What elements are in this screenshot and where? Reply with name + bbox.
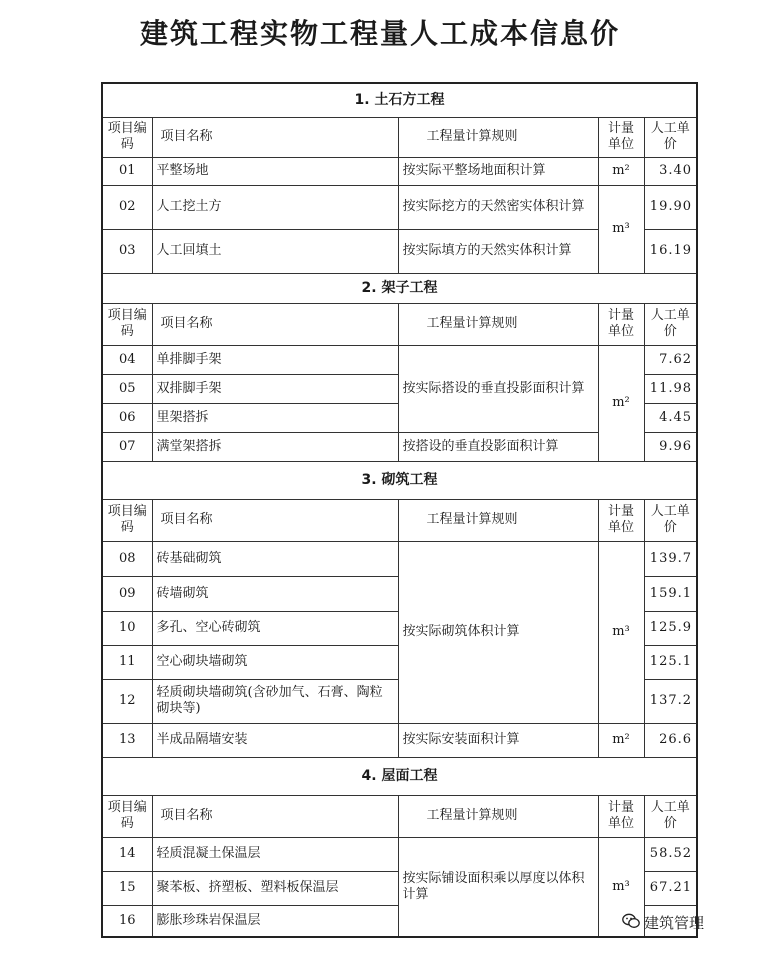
header-price: 人工单价 bbox=[644, 303, 697, 345]
item-rule: 按实际安装面积计算 bbox=[398, 723, 598, 757]
item-price: 4.45 bbox=[644, 403, 697, 432]
header-name: 项目名称 bbox=[152, 795, 398, 837]
item-name: 空心砌块墙砌筑 bbox=[152, 645, 398, 679]
item-code: 03 bbox=[102, 229, 152, 273]
section-header bbox=[102, 83, 697, 117]
item-rule: 按实际搭设的垂直投影面积计算 bbox=[398, 345, 598, 432]
watermark-text: 建筑管理 bbox=[644, 914, 705, 932]
item-code: 04 bbox=[102, 345, 152, 374]
header-rule: 工程量计算规则 bbox=[398, 795, 598, 837]
item-name: 轻质砌块墙砌筑(含砂加气、石膏、陶粒砌块等) bbox=[152, 679, 398, 723]
table-row bbox=[102, 541, 697, 576]
table-row bbox=[102, 157, 697, 185]
item-price: 67.21 bbox=[644, 871, 697, 905]
header-name: 项目名称 bbox=[152, 499, 398, 541]
item-name: 单排脚手架 bbox=[152, 345, 398, 374]
column-header-row bbox=[102, 499, 697, 541]
item-price: 3.40 bbox=[644, 157, 697, 185]
header-unit: 计量单位 bbox=[598, 795, 644, 837]
column-header-row bbox=[102, 795, 697, 837]
item-code: 08 bbox=[102, 541, 152, 576]
item-code: 09 bbox=[102, 576, 152, 611]
item-name: 半成品隔墙安装 bbox=[152, 723, 398, 757]
header-code: 项目编码 bbox=[102, 499, 152, 541]
item-code: 11 bbox=[102, 645, 152, 679]
header-rule: 工程量计算规则 bbox=[398, 303, 598, 345]
item-price: 7.62 bbox=[644, 345, 697, 374]
item-rule: 按实际平整场地面积计算 bbox=[398, 157, 598, 185]
item-code: 13 bbox=[102, 723, 152, 757]
header-price: 人工单价 bbox=[644, 499, 697, 541]
item-code: 16 bbox=[102, 905, 152, 937]
item-code: 05 bbox=[102, 374, 152, 403]
table-row bbox=[102, 345, 697, 374]
section-header bbox=[102, 273, 697, 303]
item-code: 10 bbox=[102, 611, 152, 645]
section-title: 2. 架子工程 bbox=[102, 273, 697, 303]
item-name: 平整场地 bbox=[152, 157, 398, 185]
item-price: 16.19 bbox=[644, 229, 697, 273]
header-rule: 工程量计算规则 bbox=[398, 117, 598, 157]
item-unit: m² bbox=[598, 157, 644, 185]
header-rule: 工程量计算规则 bbox=[398, 499, 598, 541]
item-price: 125.1 bbox=[644, 645, 697, 679]
item-name: 人工挖土方 bbox=[152, 185, 398, 229]
item-code: 15 bbox=[102, 871, 152, 905]
item-code: 01 bbox=[102, 157, 152, 185]
item-price: 139.7 bbox=[644, 541, 697, 576]
section-header bbox=[102, 461, 697, 499]
item-code: 14 bbox=[102, 837, 152, 871]
header-name: 项目名称 bbox=[152, 117, 398, 157]
item-price: 9.96 bbox=[644, 432, 697, 461]
header-unit: 计量单位 bbox=[598, 117, 644, 157]
item-rule: 按搭设的垂直投影面积计算 bbox=[398, 432, 598, 461]
header-unit: 计量单位 bbox=[598, 303, 644, 345]
header-price: 人工单价 bbox=[644, 795, 697, 837]
watermark bbox=[622, 912, 704, 933]
item-name: 人工回填土 bbox=[152, 229, 398, 273]
item-code: 06 bbox=[102, 403, 152, 432]
item-name: 砖墙砌筑 bbox=[152, 576, 398, 611]
item-name: 多孔、空心砖砌筑 bbox=[152, 611, 398, 645]
document-title: 建筑工程实物工程量人工成本信息价 bbox=[139, 17, 620, 50]
column-header-row bbox=[102, 117, 697, 157]
item-name: 膨胀珍珠岩保温层 bbox=[152, 905, 398, 937]
table-row bbox=[102, 837, 697, 871]
item-price: 159.1 bbox=[644, 576, 697, 611]
section-title: 1. 土石方工程 bbox=[102, 83, 697, 117]
item-price: 58.52 bbox=[644, 837, 697, 871]
item-name: 砖基础砌筑 bbox=[152, 541, 398, 576]
item-price: 26.6 bbox=[644, 723, 697, 757]
item-price: 19.90 bbox=[644, 185, 697, 229]
header-unit: 计量单位 bbox=[598, 499, 644, 541]
item-code: 12 bbox=[102, 679, 152, 723]
item-unit: m² bbox=[598, 723, 644, 757]
header-code: 项目编码 bbox=[102, 795, 152, 837]
table-row bbox=[102, 723, 697, 757]
item-price: 11.98 bbox=[644, 374, 697, 403]
item-unit: m³ bbox=[598, 185, 644, 273]
header-price: 人工单价 bbox=[644, 117, 697, 157]
item-code: 07 bbox=[102, 432, 152, 461]
item-unit: m³ bbox=[598, 541, 644, 723]
cost-table bbox=[101, 82, 698, 938]
item-price: 137.2 bbox=[644, 679, 697, 723]
header-code: 项目编码 bbox=[102, 303, 152, 345]
item-rule: 按实际挖方的天然密实体积计算 bbox=[398, 185, 598, 229]
item-price: 125.9 bbox=[644, 611, 697, 645]
item-name: 轻质混凝土保温层 bbox=[152, 837, 398, 871]
item-name: 双排脚手架 bbox=[152, 374, 398, 403]
section-title: 3. 砌筑工程 bbox=[102, 461, 697, 499]
item-code: 02 bbox=[102, 185, 152, 229]
section-header bbox=[102, 757, 697, 795]
item-name: 满堂架搭拆 bbox=[152, 432, 398, 461]
header-code: 项目编码 bbox=[102, 117, 152, 157]
item-rule: 按实际砌筑体积计算 bbox=[398, 541, 598, 723]
table-row bbox=[102, 185, 697, 229]
item-rule: 按实际铺设面积乘以厚度以体积计算 bbox=[398, 837, 598, 937]
section-title: 4. 屋面工程 bbox=[102, 757, 697, 795]
item-name: 聚苯板、挤塑板、塑料板保温层 bbox=[152, 871, 398, 905]
wechat-icon bbox=[622, 913, 640, 933]
item-unit: m² bbox=[598, 345, 644, 461]
item-unit: m³ bbox=[598, 837, 644, 937]
item-rule: 按实际填方的天然实体积计算 bbox=[398, 229, 598, 273]
column-header-row bbox=[102, 303, 697, 345]
header-name: 项目名称 bbox=[152, 303, 398, 345]
item-name: 里架搭拆 bbox=[152, 403, 398, 432]
